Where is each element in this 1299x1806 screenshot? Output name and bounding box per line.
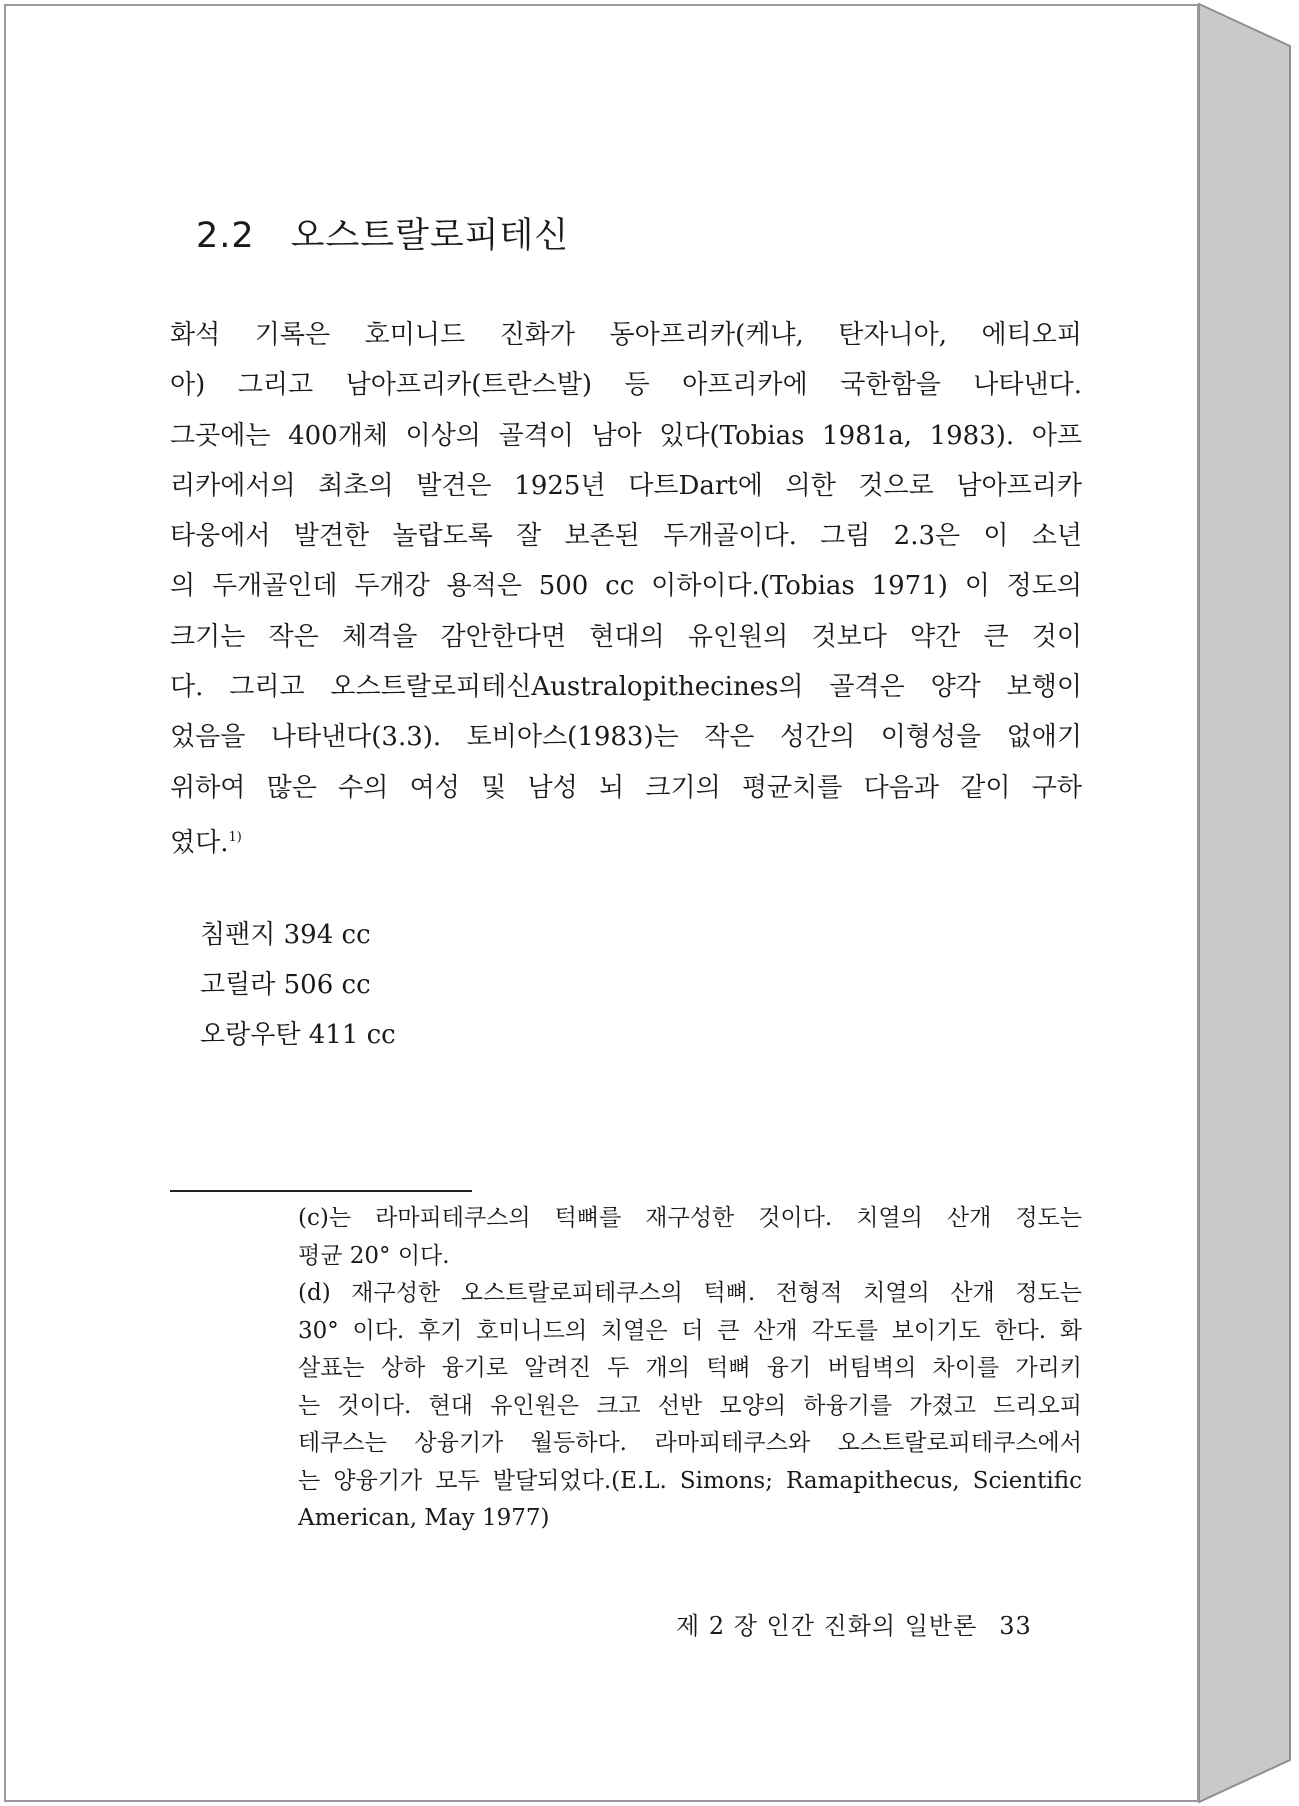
list-item: 고릴라 506 cc <box>200 970 371 1000</box>
body-paragraph <box>170 310 1082 863</box>
brain-size-list <box>200 910 396 1060</box>
note-line: 는 양융기가 모두 발달되었다.(E.L. Simons; Ramapithecus, Scientific <box>298 1467 1082 1494</box>
list-item: 오랑우탄 411 cc <box>200 1020 396 1050</box>
paragraph-line: 다. 그리고 오스트랄로피테신Australopithecines의 골격은 양각 보행이 <box>170 672 1082 703</box>
note-line: 는 것이다. 현대 유인원은 크고 선반 모양의 하융기를 가졌고 드리오피 <box>298 1392 1082 1419</box>
section-title: 오스트랄로피테신 <box>290 216 570 256</box>
paragraph-line: 그곳에는 400개체 이상의 골격이 남아 있다(Tobias 1981a, 1983). 아프 <box>170 420 1082 451</box>
paragraph-last-line <box>170 813 1082 863</box>
section-heading <box>196 208 569 258</box>
note-line: American, May 1977) <box>298 1505 550 1531</box>
section-number: 2.2 <box>196 216 255 256</box>
figure-notes <box>298 1200 1082 1538</box>
list-item: 침팬지 394 cc <box>200 920 371 950</box>
note-line: 테쿠스는 상융기가 월등하다. 라마피테쿠스와 오스트랄로피테쿠스에서 <box>298 1430 1082 1456</box>
chapter-title: 제 2 장 인간 진화의 일반론 <box>676 1612 978 1640</box>
paragraph-line: 아) 그리고 남아프리카(트란스발) 등 아프리카에 국한함을 나타낸다. <box>170 370 1082 401</box>
note-line: 30° 이다. 후기 호미니드의 치열은 더 큰 산개 각도를 보이기도 한다. 화 <box>298 1317 1082 1344</box>
note-line: (d) 재구성한 오스트랄로피테쿠스의 턱뼈. 전형적 치열의 산개 정도는 <box>298 1280 1082 1306</box>
note-line: 살표는 상하 융기로 알려진 두 개의 턱뼈 융기 버팀벽의 차이를 가리키 <box>298 1355 1082 1381</box>
paragraph-line: 타웅에서 발견한 놀랍도록 잘 보존된 두개골이다. 그림 2.3은 이 소년 <box>170 521 1082 552</box>
footnote-mark: 1) <box>228 829 242 845</box>
paragraph-line: 화석 기록은 호미니드 진화가 동아프리카(케냐, 탄자니아, 에티오피 <box>170 320 1082 350</box>
page-number: 33 <box>999 1612 1032 1640</box>
note-line: 평균 20° 이다. <box>298 1242 450 1269</box>
paragraph-line: 었음을 나타낸다(3.3). 토비아스(1983)는 작은 성간의 이형성을 없애기 <box>170 722 1082 753</box>
footnote-rule <box>170 1190 472 1192</box>
note-line: (c)는 라마피테쿠스의 턱뼈를 재구성한 것이다. 치열의 산개 정도는 <box>298 1205 1082 1231</box>
paragraph-line: 위하여 많은 수의 여성 및 남성 뇌 크기의 평균치를 다음과 같이 구하 <box>170 772 1082 803</box>
page-footer <box>676 1606 1032 1641</box>
paragraph-line: 리카에서의 최초의 발견은 1925년 다트Dart에 의한 것으로 남아프리카 <box>170 470 1082 501</box>
paragraph-last-text: 였다. <box>170 827 229 858</box>
paragraph-line: 의 두개골인데 두개강 용적은 500 cc 이하이다.(Tobias 1971) 이 정도의 <box>170 571 1082 602</box>
paragraph-line: 크기는 작은 체격을 감안한다면 현대의 유인원의 것보다 약간 큰 것이 <box>170 621 1082 652</box>
